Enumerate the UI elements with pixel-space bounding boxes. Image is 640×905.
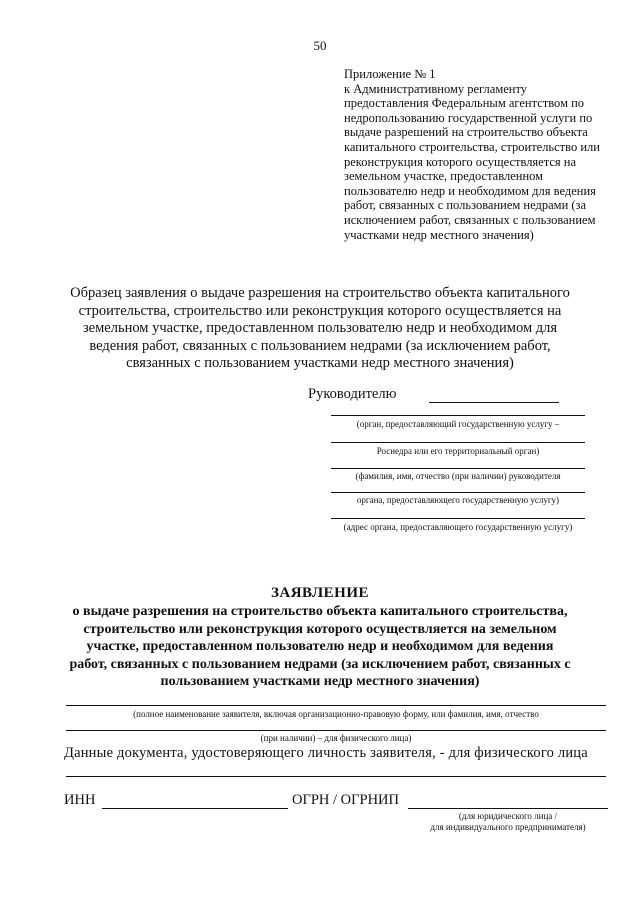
addressee-caption: (адрес органа, предоставляющего государственную услугу) <box>343 522 573 532</box>
appendix-line: пользователю недр и необходимом для ведения <box>344 183 596 198</box>
addressee-line-5[interactable] <box>331 518 585 519</box>
appendix-line: земельном участке, предоставленном <box>344 169 544 184</box>
addressee-caption: органа, предоставляющего государственную услугу) <box>356 495 560 505</box>
appendix-line: недропользованию государственной услуги по <box>344 110 593 125</box>
sample-title <box>40 285 600 373</box>
appendix-line: исключением работ, связанных с пользованием <box>344 212 596 227</box>
inn-field[interactable] <box>102 808 288 809</box>
ogrn-label: ОГРН / ОГРНИП <box>292 792 400 808</box>
ogrn-caption: для индивидуального предпринимателя) <box>430 822 586 832</box>
application-heading: ЗАЯВЛЕНИЕ <box>270 585 370 601</box>
subheading-line: о выдаче разрешения на строительство объекта капитального строительства, <box>72 604 568 619</box>
appendix-note <box>344 67 614 242</box>
sample-title-line: Образец заявления о выдаче разрешения на строительство объекта капитального <box>70 285 570 301</box>
applicant-name-line[interactable] <box>66 705 606 706</box>
addressee-line-1[interactable] <box>331 415 585 416</box>
subheading-line: участке, предоставленном пользователю недр и необходимом для ведения <box>86 639 554 654</box>
sample-title-line: связанных с пользованием участками недр местного значения) <box>126 355 514 372</box>
applicant-name-line-2[interactable] <box>66 730 606 731</box>
applicant-caption: (полное наименование заявителя, включая организационно-правовую форму, или фамилия, имя, отчество <box>133 709 539 719</box>
subheading-line: строительство или реконструкция которого осуществляется на земельном <box>83 621 557 637</box>
appendix-line: реконструкция которого осуществляется на <box>344 154 577 169</box>
addressee-caption: Роснедра или его территориальный орган) <box>376 446 540 456</box>
addressee-name-field[interactable] <box>429 402 559 403</box>
identity-document-line[interactable] <box>66 776 606 777</box>
sample-title-line: строительства, строительство или реконструкция которого осуществляется на <box>78 302 562 319</box>
sample-title-line: земельном участке, предоставленном пользователю недр и необходимом для <box>82 320 558 337</box>
applicant-caption: (при наличии) – для физического лица) <box>260 733 412 743</box>
addressee-caption: (орган, предоставляющий государственную услугу – <box>356 419 560 429</box>
subheading-line: работ, связанных с пользованием недрами (за исключением работ, связанных с <box>69 656 571 672</box>
ogrn-caption: (для юридического лица / <box>458 811 558 821</box>
application-subheading <box>40 603 600 691</box>
appendix-line: участками недр местного значения) <box>344 227 534 242</box>
addressee-line-3[interactable] <box>331 468 585 469</box>
identity-document-label: Данные документа, удостоверяющего личность заявителя, - для физического лица <box>64 745 588 761</box>
addressee-line-4[interactable] <box>331 492 585 493</box>
appendix-line: Приложение № 1 <box>344 67 436 81</box>
inn-label: ИНН <box>64 792 96 808</box>
appendix-line: капитального строительства, строительство или <box>344 139 600 154</box>
ogrn-field[interactable] <box>408 808 608 809</box>
addressee-line-2[interactable] <box>331 442 585 443</box>
appendix-line: предоставления Федеральным агентством по <box>344 96 585 111</box>
appendix-line: к Административному регламенту <box>344 81 528 96</box>
sample-title-line: ведения работ, связанных с пользованием недрами (за исключением работ, <box>89 337 551 354</box>
appendix-line: работ, связанных с пользованием недрами (за <box>344 198 587 213</box>
addressee-label: Руководителю <box>308 386 397 402</box>
page-number: 50 <box>313 38 327 53</box>
addressee-caption: (фамилия, имя, отчество (при наличии) руководителя <box>355 471 561 481</box>
subheading-line: пользованием участками недр местного значения) <box>160 674 480 689</box>
appendix-line: выдаче разрешений на строительство объекта <box>344 125 588 140</box>
